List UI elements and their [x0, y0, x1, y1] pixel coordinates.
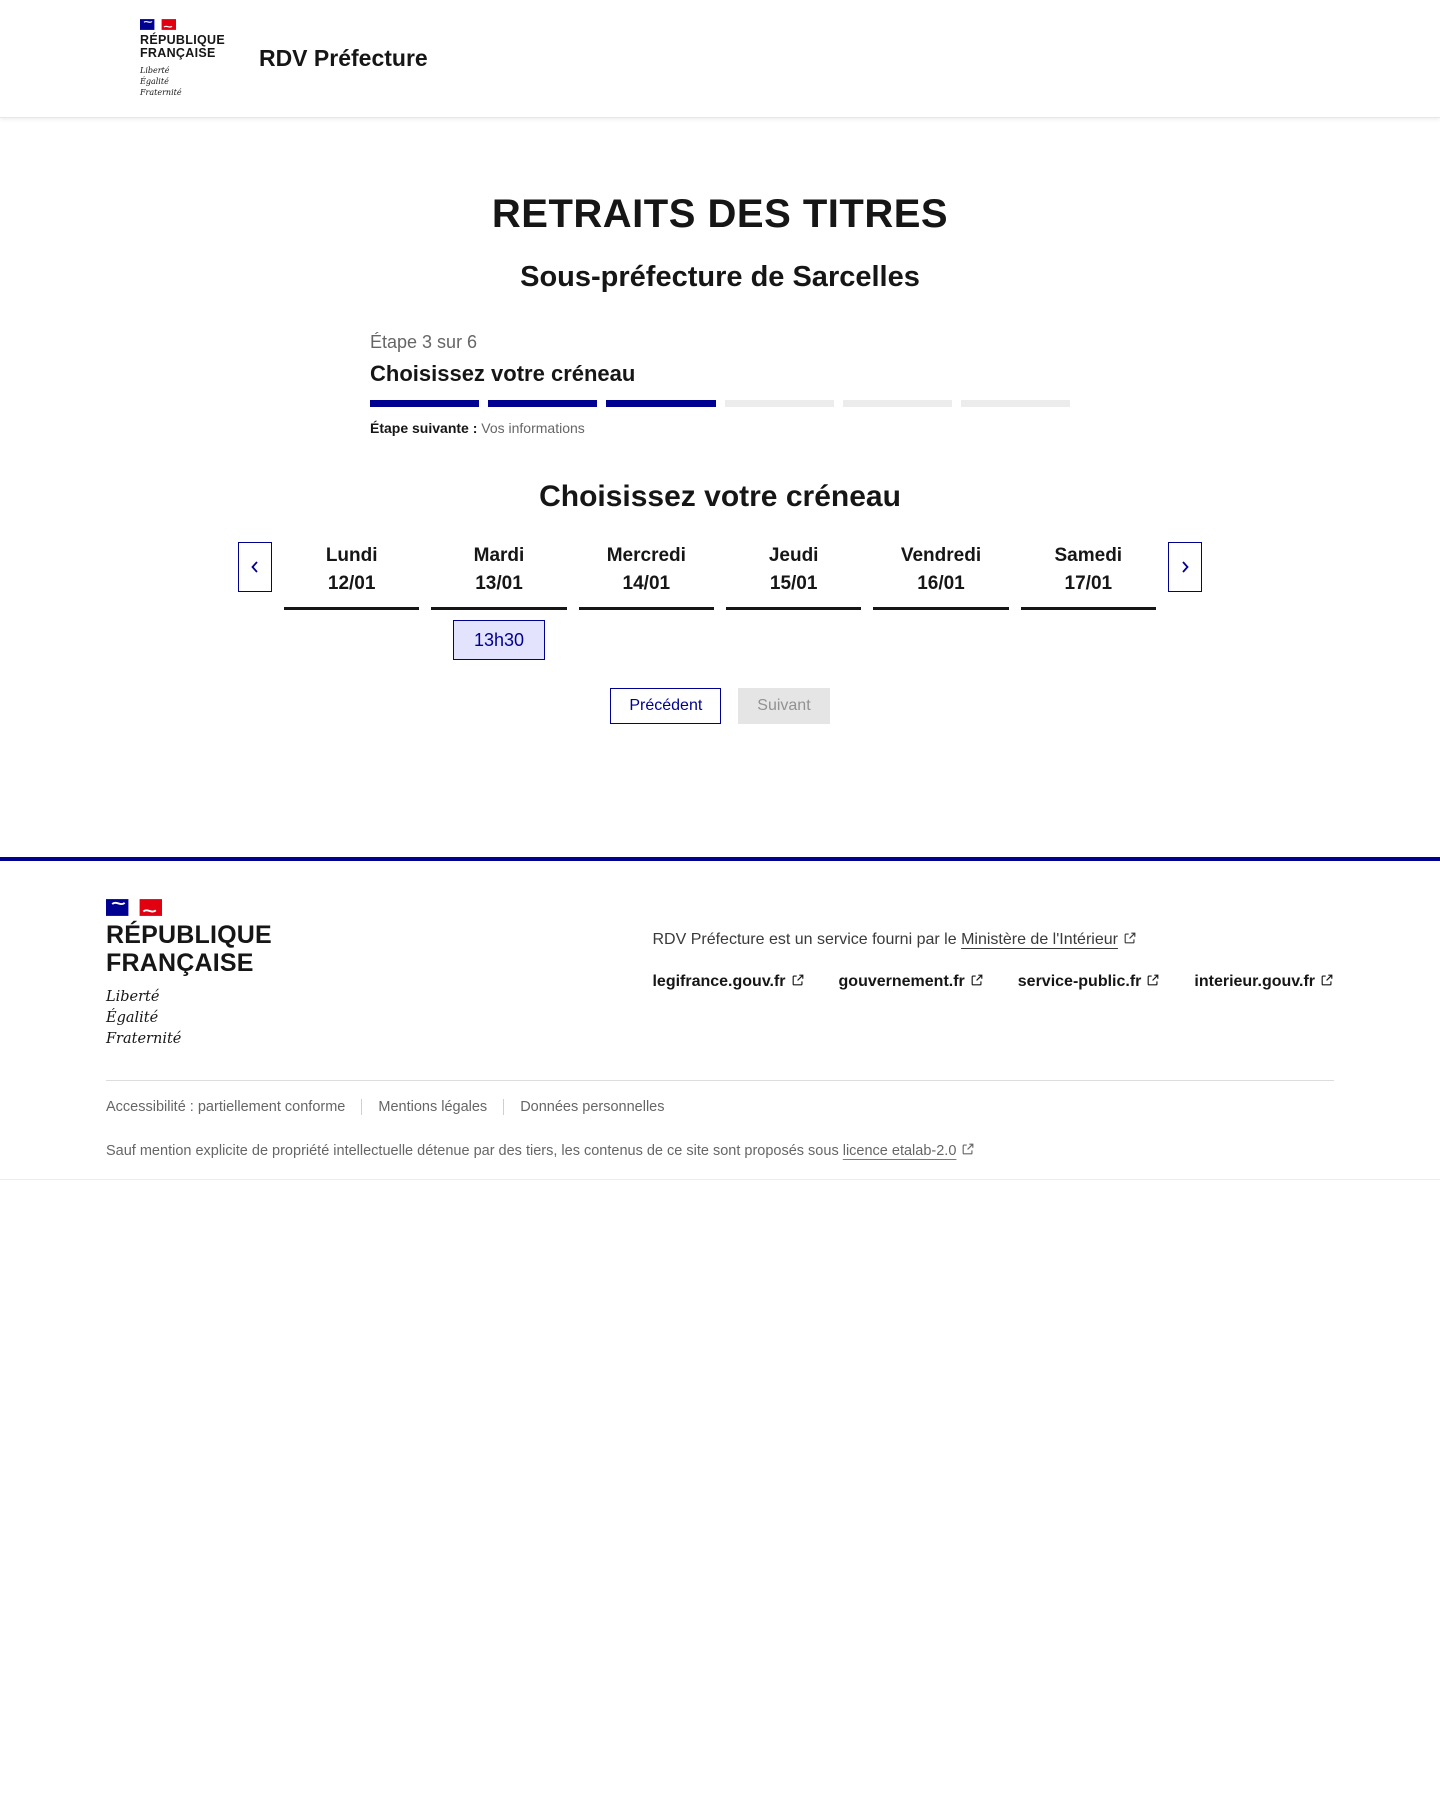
day-header — [579, 542, 714, 610]
footer-external-links — [652, 973, 1334, 991]
accessibility-link[interactable]: Accessibilité : partiellement conforme — [106, 1099, 346, 1116]
time-slot-button[interactable]: 13h30 — [453, 620, 545, 660]
external-link-icon — [1320, 973, 1334, 987]
brand-republique: RÉPUBLIQUE FRANÇAISE — [106, 921, 272, 977]
interieur-link[interactable]: interieur.gouv.fr — [1194, 973, 1334, 991]
license-notice — [106, 1142, 1334, 1159]
external-link-icon — [970, 973, 984, 987]
brand-motto: Liberté Égalité Fraternité — [140, 66, 182, 97]
day-date: 13/01 — [475, 572, 523, 594]
footer-top — [106, 899, 1334, 1050]
footer-gov-brand-block[interactable] — [106, 899, 272, 1050]
day-name: Lundi — [325, 545, 378, 566]
external-link-icon — [791, 973, 805, 987]
brand-republique: RÉPUBLIQUE FRANÇAISE — [140, 32, 225, 61]
day-date: 12/01 — [327, 572, 376, 594]
progress-segment-4 — [725, 400, 834, 407]
service-note — [652, 931, 1334, 949]
day-header — [726, 542, 861, 610]
external-link-icon — [961, 1142, 975, 1156]
day-header — [1021, 542, 1156, 610]
next-step-value: Vos informations — [481, 420, 585, 436]
calendar-heading: Choisissez votre créneau — [539, 480, 901, 513]
day-column-mardi — [431, 542, 566, 660]
legal-notice-link[interactable]: Mentions légales — [378, 1099, 488, 1116]
previous-week-button[interactable] — [238, 542, 272, 592]
footer-end-divider — [0, 1179, 1440, 1180]
step-title: Choisissez votre créneau — [370, 361, 636, 386]
main-content — [238, 192, 1202, 724]
french-flag-icon — [106, 899, 162, 916]
stepper — [370, 332, 1070, 436]
gov-brand-block[interactable] — [140, 19, 225, 99]
external-link-icon — [1123, 931, 1137, 945]
service-note-text: RDV Préfecture est un service fourni par le — [652, 931, 957, 949]
french-flag-icon — [140, 19, 176, 30]
external-link-icon — [1146, 973, 1160, 987]
legifrance-link[interactable]: legifrance.gouv.fr — [652, 973, 804, 991]
divider — [361, 1099, 362, 1115]
service-title[interactable]: RDV Préfecture — [258, 45, 428, 71]
day-header — [431, 542, 566, 610]
day-column-lundi — [284, 542, 419, 610]
day-column-samedi — [1021, 542, 1156, 610]
footer-divider — [106, 1080, 1334, 1081]
site-footer — [0, 857, 1440, 1180]
chevron-left-icon — [247, 559, 263, 575]
progress-segment-1 — [370, 400, 479, 407]
next-step-label: Étape suivante : — [370, 420, 478, 436]
personal-data-link[interactable]: Données personnelles — [520, 1099, 665, 1116]
footer-info — [652, 899, 1334, 991]
page-subtitle: Sous-préfecture de Sarcelles — [520, 261, 920, 293]
day-column-vendredi — [873, 542, 1008, 610]
site-header — [0, 0, 1440, 118]
progress-bar — [370, 400, 1070, 407]
progress-segment-5 — [843, 400, 952, 407]
next-step-hint — [370, 420, 1070, 436]
divider — [503, 1099, 504, 1115]
previous-step-button[interactable]: Précédent — [610, 688, 721, 724]
day-date: 15/01 — [769, 572, 818, 594]
license-text: Sauf mention explicite de propriété intellectuelle détenue par des tiers, les contenus de ce site sont proposés sous — [106, 1143, 839, 1160]
gouvernement-link[interactable]: gouvernement.fr — [839, 973, 984, 991]
etalab-license-link[interactable]: licence etalab-2.0 — [843, 1143, 976, 1159]
day-column-jeudi — [726, 542, 861, 610]
step-indicator: Étape 3 sur 6 — [370, 332, 478, 352]
day-date: 16/01 — [917, 572, 965, 594]
service-public-link[interactable]: service-public.fr — [1018, 973, 1161, 991]
day-name: Jeudi — [768, 545, 819, 566]
day-name: Mardi — [473, 545, 525, 566]
next-week-button[interactable] — [1168, 542, 1202, 592]
day-name: Vendredi — [900, 545, 982, 566]
footer-bottom-links — [106, 1099, 1334, 1115]
page-title: RETRAITS DES TITRES — [491, 192, 949, 236]
day-date: 17/01 — [1064, 572, 1113, 594]
progress-segment-6 — [961, 400, 1070, 407]
day-date: 14/01 — [622, 572, 671, 594]
next-step-button[interactable]: Suivant — [738, 688, 829, 724]
wizard-actions — [238, 688, 1202, 724]
ministere-interieur-link[interactable]: Ministère de l'Intérieur — [961, 931, 1137, 948]
slot-calendar — [238, 542, 1202, 660]
progress-segment-3 — [606, 400, 715, 407]
day-name: Samedi — [1054, 545, 1123, 566]
day-header — [873, 542, 1008, 610]
brand-motto: Liberté Égalité Fraternité — [106, 989, 182, 1048]
day-column-mercredi — [579, 542, 714, 610]
chevron-right-icon — [1177, 559, 1193, 575]
day-name: Mercredi — [606, 545, 686, 566]
day-header — [284, 542, 419, 610]
progress-segment-2 — [488, 400, 597, 407]
